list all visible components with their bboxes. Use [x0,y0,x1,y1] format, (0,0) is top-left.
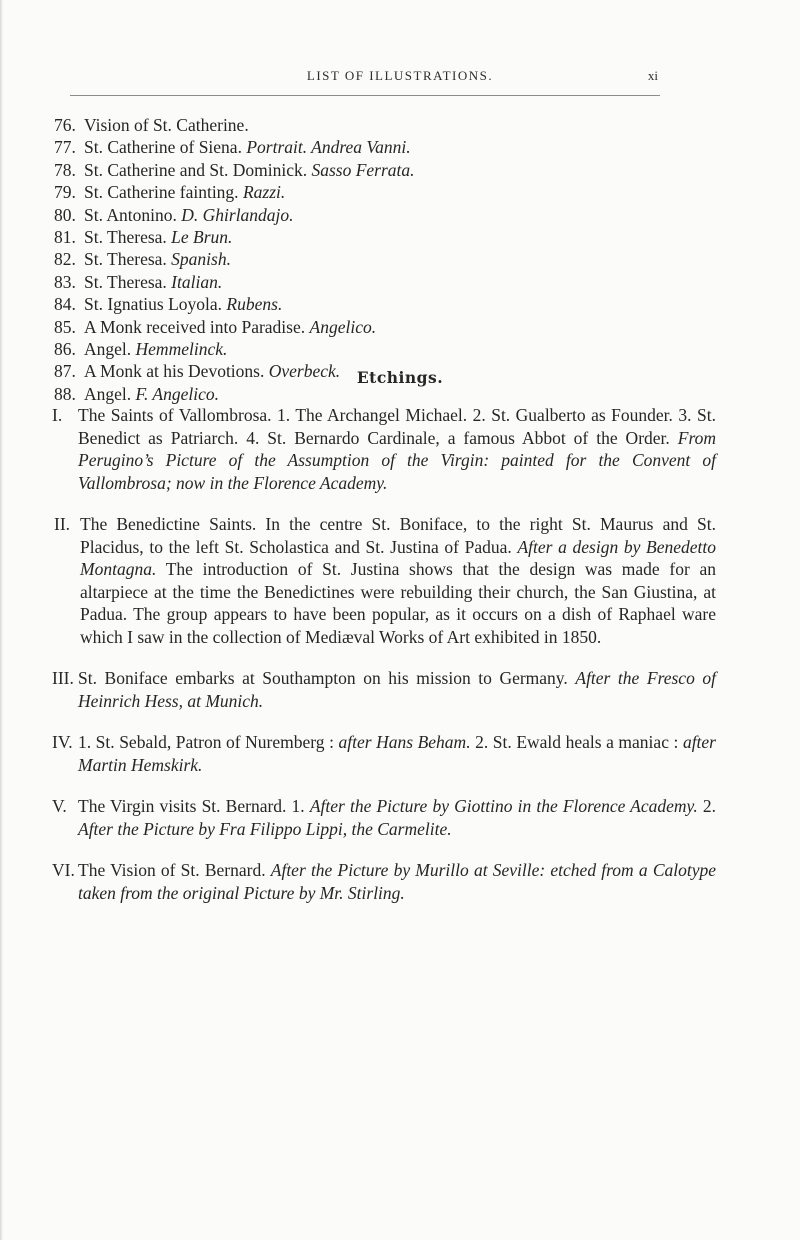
etching-numeral: II. [54,514,71,534]
list-item-title: Angel. [84,338,132,359]
section-heading-etchings: Etchings. [356,368,444,387]
list-item-number: 83. [54,271,76,292]
list-item-attribution: Sasso Ferrata. [311,159,415,180]
etching-source: after Hans Beham. [338,732,471,752]
list-item-number: 87. [54,361,76,382]
list-item [54,159,694,181]
list-item [54,226,694,248]
list-item-number: 88. [54,383,76,404]
list-item-title: A Monk at his Devotions. [84,361,265,382]
page-number: xi [647,68,658,83]
list-item-number: 77. [54,137,76,158]
running-header [0,68,800,88]
list-item [54,181,694,203]
list-item-title: St. Antonino. [84,204,177,225]
list-item-number: 86. [54,338,76,359]
list-item-number: 85. [54,316,76,337]
etching-numeral: I. [52,405,63,425]
etching-description: 2. St. Ewald heals a maniac : [470,732,683,752]
list-item-attribution: Le Brun. [171,226,233,247]
list-item-attribution: Spanish. [171,249,231,270]
list-item [54,316,694,338]
etching-entry [54,731,716,776]
list-item-attribution: Rubens. [226,294,283,315]
list-item [54,293,694,315]
list-item-attribution: Italian. [171,271,223,292]
list-item-attribution: D. Ghirlandajo. [181,204,294,225]
list-item-attribution: Razzi. [242,182,286,203]
etching-source: After the Picture by Murillo at Seville: etched from a Calotype taken from the original Picture by Mr. Stirling. [78,860,716,903]
list-item-attribution: Portrait. Andrea Vanni. [246,137,411,158]
etching-description: The Virgin visits St. Bernard. 1. [78,796,310,816]
list-item [54,114,694,136]
list-item-title: A Monk received into Paradise. [84,316,306,337]
etching-description: The Saints of Vallombrosa. 1. The Archangel Michael. 2. St. Gualberto as Founder. 3. St. Benedict as Patriarch. 4. St. Bernardo Cardinale, a famous Abbot of the Order. [78,405,716,448]
page-binding-edge [0,0,3,1240]
etching-source: After the Fresco of Heinrich Hess, at Munich. [78,668,716,711]
etching-numeral: V. [52,796,67,816]
etching-source: after Martin Hemskirk. [78,732,716,775]
etching-description: 1. St. Sebald, Patron of Nuremberg : [78,732,339,752]
etching-description: The Vision of St. Bernard. [78,860,271,880]
list-item-number: 78. [54,159,76,180]
header-rule [70,95,660,96]
list-item-title: Vision of St. Catherine. [84,115,249,135]
illustration-list [54,114,694,405]
list-item [54,136,694,158]
list-item-number: 76. [54,115,76,135]
etching-description: 2. [697,796,716,816]
etching-description: The Benedictine Saints. In the centre St. Boniface, to the right St. Maurus and St. Placidus, to the left St. Scholastica and St. Justina of Padua. [80,514,716,557]
etching-entries [54,404,716,904]
list-item-title: St. Theresa. [84,271,167,292]
etching-entry [54,795,716,840]
etching-numeral: III. [52,668,74,688]
list-item-number: 80. [54,204,76,225]
etching-source: After a design by Benedetto Montagna. [80,536,716,579]
list-item-number: 81. [54,226,76,247]
etching-description: The introduction of St. Justina shows that the design was made for an altarpiece at the time the Benedictines were rebuilding their church, the San Giustina, at Padua. The group appears to have been popular, as it occurs on a dish of Raphael ware which I saw in the collection of Mediæval Works of Art exhibited in 1850. [80,559,716,647]
running-header-title: LIST OF ILLUSTRATIONS. [306,68,494,83]
etching-source: After the Picture by Giottino in the Florence Academy. [309,796,698,816]
etching-source: After the Picture by Fra Filippo Lippi, the Carmelite. [78,818,452,839]
list-item [54,204,694,226]
etching-entry [54,859,716,904]
etching-numeral: VI. [52,860,75,880]
etching-source: From Perugino’s Picture of the Assumption of the Virgin: painted for the Convent of Vallombrosa; now in the Florence Academy. [78,427,716,493]
list-item-title: St. Catherine fainting. [84,182,239,203]
list-item-title: St. Ignatius Loyola. [84,294,223,315]
list-item-attribution: Angelico. [309,316,377,337]
list-item [54,248,694,270]
list-item-attribution: F. Angelico. [135,383,219,404]
etching-entry [54,667,716,712]
list-item-title: St. Theresa. [84,249,167,270]
list-item-attribution: Hemmelinck. [135,338,228,359]
list-item-number: 79. [54,182,76,203]
etching-entry [56,513,716,648]
list-item [54,338,694,360]
etching-numeral: IV. [52,732,73,752]
list-item-number: 82. [54,249,76,270]
list-item-title: Angel. [84,383,132,404]
list-item-title: St. Catherine and St. Dominick. [84,159,308,180]
list-item [54,271,694,293]
list-item-title: St. Catherine of Siena. [84,137,242,158]
list-item-number: 84. [54,294,76,315]
etching-description: St. Boniface embarks at Southampton on his mission to Germany. [78,668,576,688]
list-item-title: St. Theresa. [84,226,167,247]
etching-entry [54,404,716,494]
list-item-attribution: Overbeck. [268,361,341,382]
